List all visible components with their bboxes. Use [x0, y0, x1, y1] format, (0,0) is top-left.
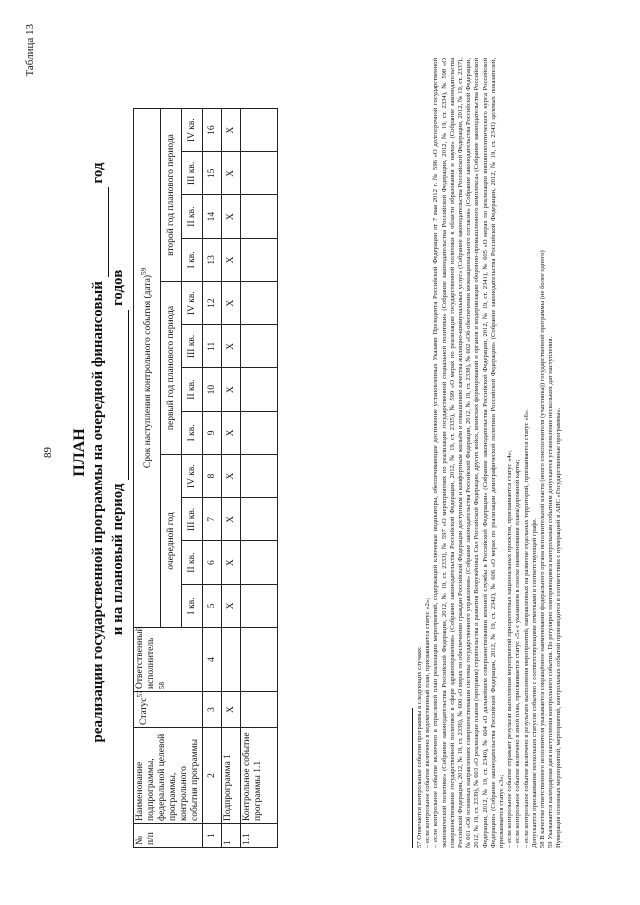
- header-quarter: IV кв.: [182, 455, 203, 498]
- quarter-cell: X: [222, 152, 241, 195]
- header-quarter: I кв.: [182, 238, 203, 281]
- period-blank: [109, 310, 129, 480]
- title-line-2-text: реализации государственной программы на очередной финансовый: [90, 281, 106, 743]
- row-status: X: [222, 692, 241, 728]
- row-number: 1: [222, 824, 241, 848]
- table-row: [241, 109, 278, 848]
- quarter-cell: [241, 498, 278, 541]
- column-number: 10: [203, 368, 222, 411]
- title-line-3-text: и на плановый период: [110, 483, 126, 636]
- column-number: 9: [203, 411, 222, 454]
- header-first-plan-year: первый год планового периода: [161, 282, 182, 455]
- header-second-plan-year: второй год планового периода: [161, 109, 182, 282]
- quarter-cell: X: [222, 411, 241, 454]
- footnote-paragraph: 59 Указывается календарная дата наступления контрольного события. По регулярно повторяющимся контрольным событиям допускается установление нескольких дат наступления.: [547, 336, 555, 848]
- column-number: 11: [203, 325, 222, 368]
- header-quarter: III кв.: [182, 325, 203, 368]
- header-term: [134, 109, 161, 628]
- title-line-2-year: год: [90, 162, 106, 184]
- header-status-text: Статус: [139, 697, 150, 725]
- quarter-cell: X: [222, 325, 241, 368]
- column-number: 13: [203, 238, 222, 281]
- quarter-cell: [241, 195, 278, 238]
- quarter-cell: X: [222, 109, 241, 152]
- column-number: 12: [203, 282, 222, 325]
- footnote-separator: [412, 708, 413, 848]
- footnote-paragraph: 57 Отмечается контрольные события программы в следующих случаях:: [416, 646, 423, 848]
- footnote-paragraph: Нумерация основных мероприятий, мероприятий, контрольных событий производится в соответствии с нумерацией в АИС «Государственные программы».: [555, 407, 563, 848]
- header-term-text: Срок наступления контрольного события (дата): [143, 274, 154, 469]
- footnotes: [412, 58, 564, 848]
- header-quarter: II кв.: [182, 368, 203, 411]
- title-line-1: ПЛАН: [71, 428, 88, 477]
- footnote-paragraph: – если контрольное событие включено в иной план, присваивается статус «5» с указанием в сноске наименования плана/дорожной карты;: [514, 459, 522, 848]
- column-number: 3: [203, 692, 222, 728]
- header-status: [134, 692, 203, 728]
- quarter-cell: [241, 455, 278, 498]
- footnote-paragraph: – если контрольное событие отражает результат выполнения мероприятий приоритетных национальных проектов, присваивается статус «4»;: [506, 450, 514, 848]
- column-number: 15: [203, 152, 222, 195]
- header-num: № п/п: [134, 824, 203, 848]
- header-quarter: III кв.: [182, 152, 203, 195]
- footnote-paragraph: – если контрольное событие включено в результате выполнения мероприятий, направленных на развитие отдельных территорий, присваивается статус «6».: [522, 409, 530, 848]
- quarter-cell: [241, 584, 278, 627]
- column-number: 1: [203, 824, 222, 848]
- column-number: 4: [203, 628, 222, 692]
- header-executor-text: Ответственный исполнитель: [135, 626, 156, 689]
- footnote-paragraph: Допускается присваивание нескольких статусов событию с соответствующими отметками в соответствующей графе.: [530, 518, 538, 848]
- page-number: 89: [42, 447, 54, 458]
- quarter-cell: X: [222, 238, 241, 281]
- column-number: 14: [203, 195, 222, 238]
- column-number: 5: [203, 584, 222, 627]
- status-note-ref: 57: [136, 690, 144, 698]
- quarter-cell: X: [222, 584, 241, 627]
- header-name: Наименование подпрограммы, федеральной целевой программы, контрольного события программы: [134, 728, 203, 824]
- footnote-list: [416, 58, 564, 848]
- quarter-cell: X: [222, 498, 241, 541]
- table-label: Таблица 13: [24, 24, 36, 77]
- column-number: 2: [203, 728, 222, 824]
- quarter-cell: X: [222, 541, 241, 584]
- row-number: 1.1: [241, 824, 278, 848]
- header-executor: [134, 628, 203, 692]
- header-quarter: III кв.: [182, 498, 203, 541]
- quarter-cell: [241, 368, 278, 411]
- column-number: 6: [203, 541, 222, 584]
- quarter-cell: [241, 541, 278, 584]
- quarter-cell: X: [222, 368, 241, 411]
- quarter-cell: X: [222, 455, 241, 498]
- row-name: Подпрограмма 1: [222, 728, 241, 824]
- quarter-cell: X: [222, 195, 241, 238]
- year-blank: [89, 187, 109, 277]
- plan-table: [133, 108, 278, 848]
- quarter-cell: [241, 109, 278, 152]
- executor-note-ref: 58: [158, 682, 166, 689]
- row-name: Контрольное событие программы 1.1: [241, 728, 278, 824]
- footnote-paragraph: – если контрольное событие включено в отраслевой план реализации мероприятий, содержащий ключевые индикаторы, обеспечивающие достижение установленных Указами Президента Российской Федерации от 7 мая 2012 г. № 596 «О долгосрочной государственной экономической политике» (Собрание законодательства Российской Федерации, 2012, № 19, ст. 2333), № 597 «О мероприятиях по реализации государственной социальной политики» (Собрание законодательства Российской Федерации, 2012, № 19, ст. 2334), № 598 «О совершенствовании государственной политики в сфере здравоохранения» (Собрание законодательства Российской Федерации, 2012, № 19, ст. 2335), № 599 «О мерах по реализации государственной политики в области образования и науки» (Собрание законодательства Российской Федерации, 2012, № 19, ст. 2336), № 600 «О мерах по обеспечению граждан Российской Федерации доступным и комфортным жильём и повышению качества жилищно-коммунальных услуг» (Собрание законодательства Российской Федерации, 2012, № 19, ст. 2337), № 601 «Об основных направлениях совершенствования системы государственного управления» (Собрание законодательства Российской Федерации, 2012, № 19, ст. 2338), № 602 «Об обеспечении межнационального согласия» (Собрание законодательства Российской Федерации, 2012, № 19, ст. 2339), № 603 «О реализации планов (программ) строительства и развития Вооружённых Сил Российской Федерации, других войск, воинских формирований и органов и модернизации оборонно-промышленного комплекса» (Собрание законодательства Российской Федерации, 2012, № 19, ст. 2340), № 604 «О дальнейшем совершенствовании военной службы в Российской Федерации» (Собрание законодательства Российской Федерации, 2012, № 19, ст. 2341), № 605 «О мерах по реализации внешнеполитического курса Российской Федерации» (Собрание законодательства Российской Федерации, 2012, № 19, ст. 2342), № 606 «О мерах по реализации демографической политики Российской Федерации» (Собрание законодательства Российской Федерации, 2012, № 19, ст. 2343) целевых показателей, присваивается статус «3»;: [432, 58, 506, 848]
- quarter-cell: [241, 238, 278, 281]
- header-quarter: IV кв.: [182, 109, 203, 152]
- footnote-paragraph: – если контрольное событие включено в ведомственный план, присваивается статус «2»;: [424, 597, 432, 848]
- footnote-paragraph: 58 В качестве ответственного исполнителя указывается сокращённое наименование федерального органа исполнительной власти (иного соисполнителя (участника)) государственной программы (не более одного): [539, 250, 547, 848]
- quarter-cell: [241, 325, 278, 368]
- header-row-1: [134, 109, 161, 848]
- row-executor: [222, 628, 241, 692]
- header-current-year: очередной год: [161, 455, 182, 628]
- title-line-3: [109, 0, 129, 905]
- quarter-cell: [241, 282, 278, 325]
- column-number: 7: [203, 498, 222, 541]
- quarter-cell: [241, 411, 278, 454]
- title-line-3-years: годов: [110, 269, 126, 307]
- quarter-cell: X: [222, 282, 241, 325]
- row-status: [241, 692, 278, 728]
- row-executor: [241, 628, 278, 692]
- header-quarter: I кв.: [182, 584, 203, 627]
- column-number: 16: [203, 109, 222, 152]
- quarter-cell: [241, 152, 278, 195]
- column-numbers-row: [203, 109, 222, 848]
- header-quarter: II кв.: [182, 541, 203, 584]
- term-note-ref: 59: [140, 267, 149, 275]
- header-quarter: I кв.: [182, 411, 203, 454]
- header-quarter: IV кв.: [182, 282, 203, 325]
- column-number: 8: [203, 455, 222, 498]
- table-row: [222, 109, 241, 848]
- header-quarter: II кв.: [182, 195, 203, 238]
- title-line-2: [89, 0, 109, 905]
- document-title: [70, 0, 129, 905]
